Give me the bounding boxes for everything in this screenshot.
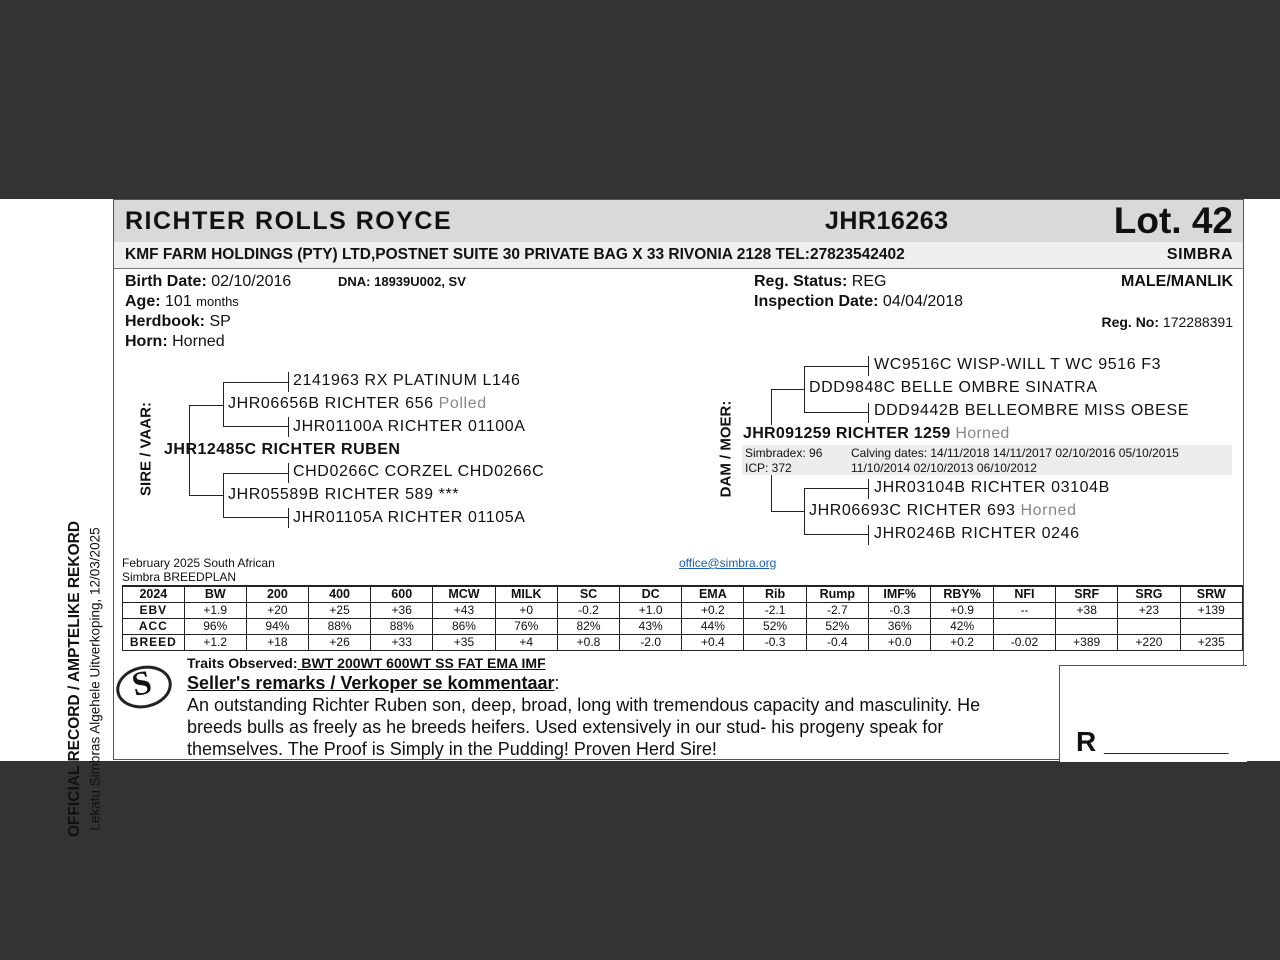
dam-dam-sire: JHR03104B RICHTER 03104B: [874, 479, 1110, 496]
price-blank[interactable]: ________________: [1104, 738, 1229, 754]
ebv-row-label: 2024: [123, 586, 185, 603]
owner-details: KMF FARM HOLDINGS (PTY) LTD,POSTNET SUITE 30 PRIVATE BAG X 33 RIVONIA 2128 TEL:27823542402: [125, 246, 905, 263]
ebv-cell: 600: [371, 586, 433, 603]
sire-name: JHR12485C RICHTER RUBEN: [164, 441, 401, 458]
ebv-cell: +0.4: [682, 635, 744, 651]
ebv-cell: [1056, 619, 1118, 635]
title-bar: [114, 200, 1243, 243]
ebv-cell: SRF: [1056, 586, 1118, 603]
ebv-table: [122, 585, 1243, 651]
ebv-cell: 52%: [744, 619, 806, 635]
price-currency: R: [1076, 726, 1097, 757]
ebv-cell: 36%: [869, 619, 931, 635]
ebv-cell: +20: [246, 603, 308, 619]
ebv-cell: +1.9: [184, 603, 246, 619]
icp: ICP: 372: [745, 461, 792, 475]
ebv-cell: +33: [371, 635, 433, 651]
ebv-cell: 43%: [620, 619, 682, 635]
ebv-cell: +0: [495, 603, 557, 619]
ebv-cell: +36: [371, 603, 433, 619]
dna-info: DNA: 18939U002, SV: [338, 274, 466, 289]
reg-no: Reg. No: 172288391: [1101, 314, 1233, 330]
ebv-cell: SRW: [1180, 586, 1242, 603]
ebv-cell: RBY%: [931, 586, 993, 603]
ebv-cell: +25: [309, 603, 371, 619]
dam-name: JHR091259 RICHTER 1259 Horned: [743, 425, 1010, 442]
ebv-cell: +389: [1056, 635, 1118, 651]
breedplan-line-2: Simbra BREEDPLAN: [122, 570, 237, 584]
simbra-logo: [112, 661, 176, 714]
simbra-logo-letter: S: [128, 663, 155, 704]
ebv-cell: NFI: [993, 586, 1055, 603]
ebv-cell: Rib: [744, 586, 806, 603]
calving-dates-1: Calving dates: 14/11/2018 14/11/2017 02/10/2016 05/10/2015: [851, 446, 1179, 460]
owner-bar: [114, 242, 1243, 269]
animal-reg-id: JHR16263: [825, 207, 949, 235]
ebv-cell: [993, 619, 1055, 635]
sire-dam-dam: JHR01105A RICHTER 01105A: [293, 509, 526, 526]
ebv-row: [123, 619, 1243, 635]
remarks-line-3: themselves. The Proof is Simply in the Pudding! Proven Herd Sire!: [187, 739, 717, 759]
sex: MALE/MANLIK: [1121, 273, 1233, 290]
lot-number: Lot. 42: [1113, 200, 1233, 241]
ebv-cell: 76%: [495, 619, 557, 635]
dam-label: DAM / MOER:: [717, 400, 735, 498]
ebv-header-row: [123, 586, 1243, 603]
ebv-cell: +1.0: [620, 603, 682, 619]
animal-name: RICHTER ROLLS ROYCE: [125, 207, 453, 235]
dam-dam: JHR06693C RICHTER 693 Horned: [809, 502, 1077, 519]
ebv-row-label: BREED: [123, 635, 185, 651]
ebv-cell: -0.3: [744, 635, 806, 651]
ebv-cell: 94%: [246, 619, 308, 635]
ebv-cell: BW: [184, 586, 246, 603]
ebv-cell: +0.2: [682, 603, 744, 619]
ebv-cell: [1180, 619, 1242, 635]
herdbook: Herdbook: SP: [125, 313, 231, 330]
remarks-line-2: breeds bulls as freely as he breeds heifers. Used extensively in our stud- his progeny speak for: [187, 717, 944, 737]
sire-label: SIRE / VAAR:: [137, 402, 155, 496]
breedplan-line-1: February 2025 South African: [122, 556, 275, 570]
ebv-cell: 88%: [309, 619, 371, 635]
ebv-cell: +0.0: [869, 635, 931, 651]
ebv-cell: +220: [1118, 635, 1180, 651]
horn: Horn: Horned: [125, 333, 225, 350]
ebv-cell: +139: [1180, 603, 1242, 619]
ebv-cell: -0.2: [557, 603, 619, 619]
ebv-cell: +0.8: [557, 635, 619, 651]
inspection-date: Inspection Date: 04/04/2018: [754, 293, 963, 310]
ebv-cell: +43: [433, 603, 495, 619]
ebv-cell: -0.3: [869, 603, 931, 619]
sire-dam-sire: CHD0266C CORZEL CHD0266C: [293, 463, 545, 480]
ebv-cell: +1.2: [184, 635, 246, 651]
ebv-cell: 96%: [184, 619, 246, 635]
traits-observed: Traits Observed: BWT 200WT 600WT SS FAT EMA IMF: [187, 655, 546, 671]
ebv-cell: +23: [1118, 603, 1180, 619]
dam-sire-dam: DDD9442B BELLEOMBRE MISS OBESE: [874, 402, 1189, 419]
sale-subtitle: Lekatu Simbras Algehele Uitverkoping, 12/03/2025: [87, 527, 103, 831]
ebv-cell: DC: [620, 586, 682, 603]
ebv-row: [123, 603, 1243, 619]
lot-card: [113, 199, 1244, 760]
ebv-cell: Rump: [806, 586, 868, 603]
ebv-cell: +38: [1056, 603, 1118, 619]
ebv-cell: +235: [1180, 635, 1242, 651]
sire-sire: JHR06656B RICHTER 656 Polled: [228, 395, 487, 412]
ebv-cell: SRG: [1118, 586, 1180, 603]
ebv-cell: --: [993, 603, 1055, 619]
email-link[interactable]: office@simbra.org: [679, 556, 777, 570]
dam-sire-sire: WC9516C WISP-WILL T WC 9516 F3: [874, 356, 1162, 373]
sire-sire-dam: JHR01100A RICHTER 01100A: [293, 418, 526, 435]
ebv-row-label: EBV: [123, 603, 185, 619]
ebv-cell: +0.2: [931, 635, 993, 651]
ebv-cell: IMF%: [869, 586, 931, 603]
ebv-row-label: ACC: [123, 619, 185, 635]
ebv-cell: [1118, 619, 1180, 635]
official-record-label: OFFICIAL RECORD / AMPTELIKE REKORD: [66, 520, 83, 838]
ebv-cell: 44%: [682, 619, 744, 635]
ebv-cell: +0.9: [931, 603, 993, 619]
ebv-cell: 52%: [806, 619, 868, 635]
ebv-cell: EMA: [682, 586, 744, 603]
ebv-cell: +35: [433, 635, 495, 651]
ebv-cell: -2.1: [744, 603, 806, 619]
ebv-cell: -2.0: [620, 635, 682, 651]
simbradex: Simbradex: 96: [745, 446, 823, 460]
ebv-cell: -0.4: [806, 635, 868, 651]
price-box: [1059, 665, 1247, 762]
ebv-cell: MCW: [433, 586, 495, 603]
age: Age: 101 months: [125, 293, 239, 310]
ebv-cell: SC: [557, 586, 619, 603]
ebv-cell: MILK: [495, 586, 557, 603]
ebv-cell: 42%: [931, 619, 993, 635]
ebv-cell: -2.7: [806, 603, 868, 619]
birth-date: Birth Date: 02/10/2016: [125, 273, 292, 290]
ebv-cell: 88%: [371, 619, 433, 635]
dam-sire: DDD9848C BELLE OMBRE SINATRA: [809, 379, 1098, 396]
dam-dam-dam: JHR0246B RICHTER 0246: [874, 525, 1080, 542]
ebv-cell: +26: [309, 635, 371, 651]
remarks-title: Seller's remarks / Verkoper se kommentaar:: [187, 673, 560, 693]
remarks-line-1: An outstanding Richter Ruben son, deep, broad, long with tremendous capacity and masculinity. He: [187, 695, 981, 715]
ebv-cell: -0.02: [993, 635, 1055, 651]
ebv-cell: 200: [246, 586, 308, 603]
ebv-cell: +4: [495, 635, 557, 651]
sire-sire-sire: 2141963 RX PLATINUM L146: [293, 372, 521, 389]
catalogue-sheet: [0, 199, 1280, 838]
breed-name: SIMBRA: [1166, 246, 1233, 263]
reg-status: Reg. Status: REG: [754, 273, 887, 290]
ebv-cell: 82%: [557, 619, 619, 635]
ebv-row: [123, 635, 1243, 651]
ebv-cell: 86%: [433, 619, 495, 635]
calving-dates-2: 11/10/2014 02/10/2013 06/10/2012: [851, 461, 1037, 475]
ebv-cell: 400: [309, 586, 371, 603]
ebv-cell: +18: [246, 635, 308, 651]
sire-dam: JHR05589B RICHTER 589 ***: [228, 486, 460, 503]
